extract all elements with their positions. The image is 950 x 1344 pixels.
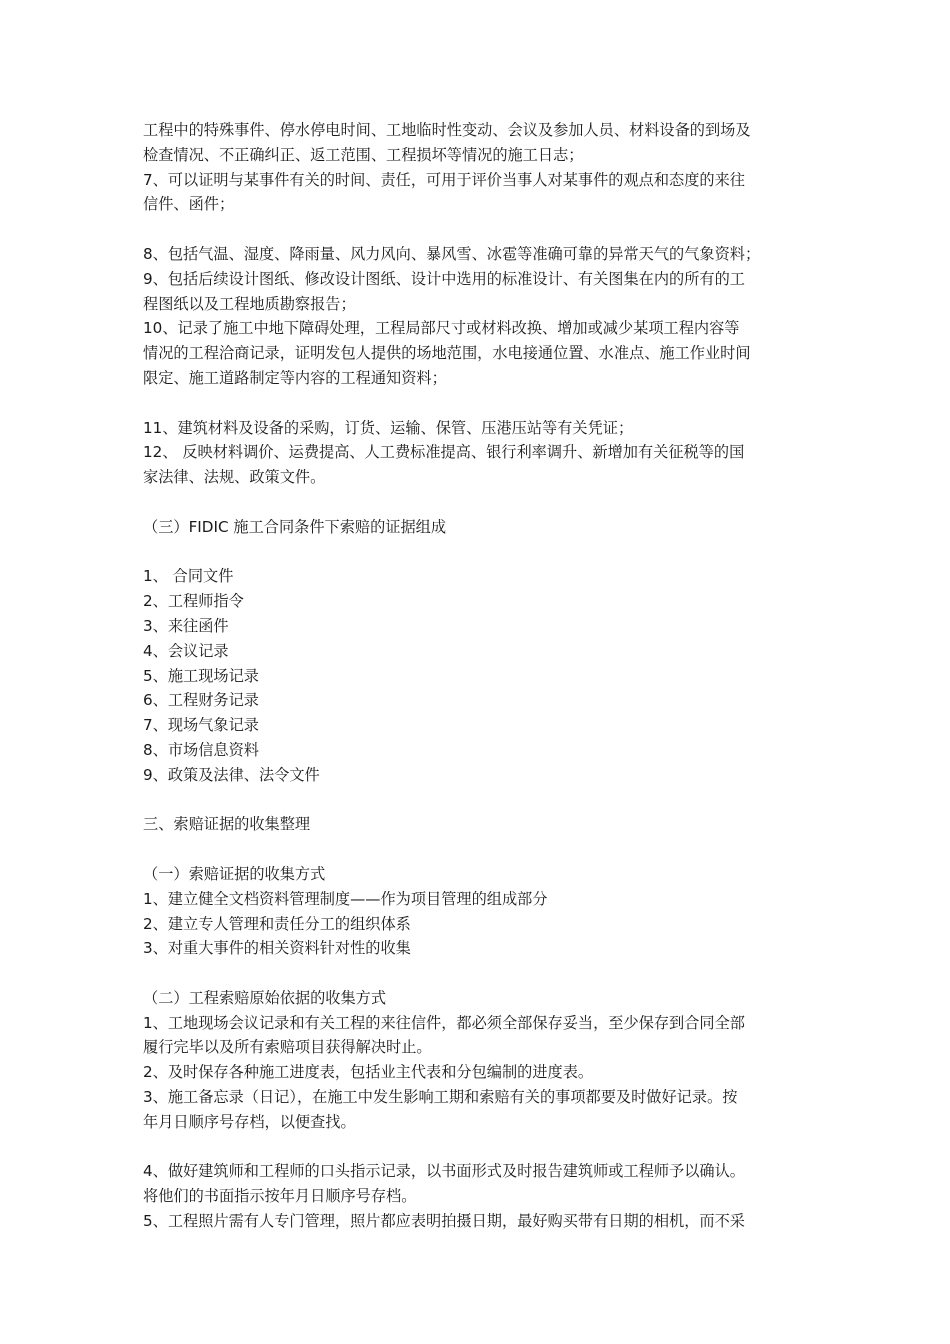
section-heading: 三、索赔证据的收集整理 [143, 815, 311, 834]
text-line: 3、施工备忘录（日记），在施工中发生影响工期和索赔有关的事项都要及时做好记录。按 [143, 1088, 738, 1107]
text-line: 9、包括后续设计图纸、修改设计图纸、设计中选用的标准设计、有关图集在内的所有的工 [143, 269, 745, 288]
document-body [143, 118, 815, 1234]
section-heading: （三）FIDIC 施工合同条件下索赔的证据组成 [143, 517, 447, 536]
blank-line [143, 837, 815, 862]
blank-line [143, 1135, 815, 1160]
text-line: 情况的工程洽商记录，证明发包人提供的场地范围，水电接通位置、水准点、施工作业时间 [143, 344, 751, 363]
list-item: 3、来往函件 [143, 616, 229, 635]
text-line: 7、可以证明与某事件有关的时间、责任，可用于评价当事人对某事件的观点和态度的来往 [143, 170, 745, 189]
blank-line [143, 391, 815, 416]
text-line: 11、建筑材料及设备的采购，订货、运输、保管、压港压站等有关凭证； [143, 418, 634, 437]
text-line: 4、做好建筑师和工程师的口头指示记录，以书面形式及时报告建筑师或工程师予以确认。 [143, 1162, 745, 1181]
text-line: 10、记录了施工中地下障碍处理，工程局部尺寸或材料改换、增加或减少某项工程内容等 [143, 319, 740, 338]
subsection-heading: （一）索赔证据的收集方式 [143, 864, 326, 883]
list-item: 3、对重大事件的相关资料针对性的收集 [143, 939, 411, 958]
list-item: 4、会议记录 [143, 641, 229, 660]
blank-line [143, 540, 815, 565]
text-line: 12、 反映材料调价、运费提高、人工费标准提高、银行利率调升、新增加有关征税等的国 [143, 443, 745, 462]
text-line: 5、工程照片需有人专门管理，照片都应表明拍摄日期，最好购买带有日期的相机，而不采 [143, 1212, 745, 1231]
text-line: 信件、函件； [143, 195, 235, 214]
list-item: 1、 合同文件 [143, 567, 234, 586]
list-item: 7、现场气象记录 [143, 716, 259, 735]
blank-line [143, 788, 815, 813]
subsection-heading: （二）工程索赔原始依据的收集方式 [143, 988, 386, 1007]
text-line: 家法律、法规、政策文件。 [143, 468, 326, 487]
list-item: 2、建立专人管理和责任分工的组织体系 [143, 914, 411, 933]
blank-line [143, 490, 815, 515]
text-line: 程图纸以及工程地质勘察报告； [143, 294, 356, 313]
text-line: 将他们的书面指示按年月日顺序号存档。 [143, 1187, 417, 1206]
text-line: 检查情况、不正确纠正、返工范围、工程损坏等情况的施工日志； [143, 145, 584, 164]
list-item: 9、政策及法律、法令文件 [143, 765, 320, 784]
text-line: 工程中的特殊事件、停水停电时间、工地临时性变动、会议及参加人员、材料设备的到场及 [143, 121, 751, 139]
text-line: 2、及时保存各种施工进度表，包括业主代表和分包编制的进度表。 [143, 1063, 594, 1082]
blank-line [143, 961, 815, 986]
text-line: 8、包括气温、湿度、降雨量、风力风向、暴风雪、冰雹等准确可靠的异常天气的气象资料； [143, 244, 761, 263]
list-item: 5、施工现场记录 [143, 666, 259, 685]
list-item: 8、市场信息资料 [143, 740, 259, 759]
list-item: 6、工程财务记录 [143, 691, 259, 710]
text-line: 年月日顺序号存档，以便查找。 [143, 1112, 356, 1131]
list-item: 2、工程师指令 [143, 592, 244, 611]
text-line: 履行完毕以及所有索赔项目获得解决时止。 [143, 1038, 432, 1057]
text-line: 1、工地现场会议记录和有关工程的来往信件，都必须全部保存妥当，至少保存到合同全部 [143, 1013, 745, 1032]
blank-line [143, 217, 815, 242]
list-item: 1、建立健全文档资料管理制度——作为项目管理的组成部分 [143, 889, 548, 908]
text-line: 限定、施工道路制定等内容的工程通知资料； [143, 368, 447, 387]
